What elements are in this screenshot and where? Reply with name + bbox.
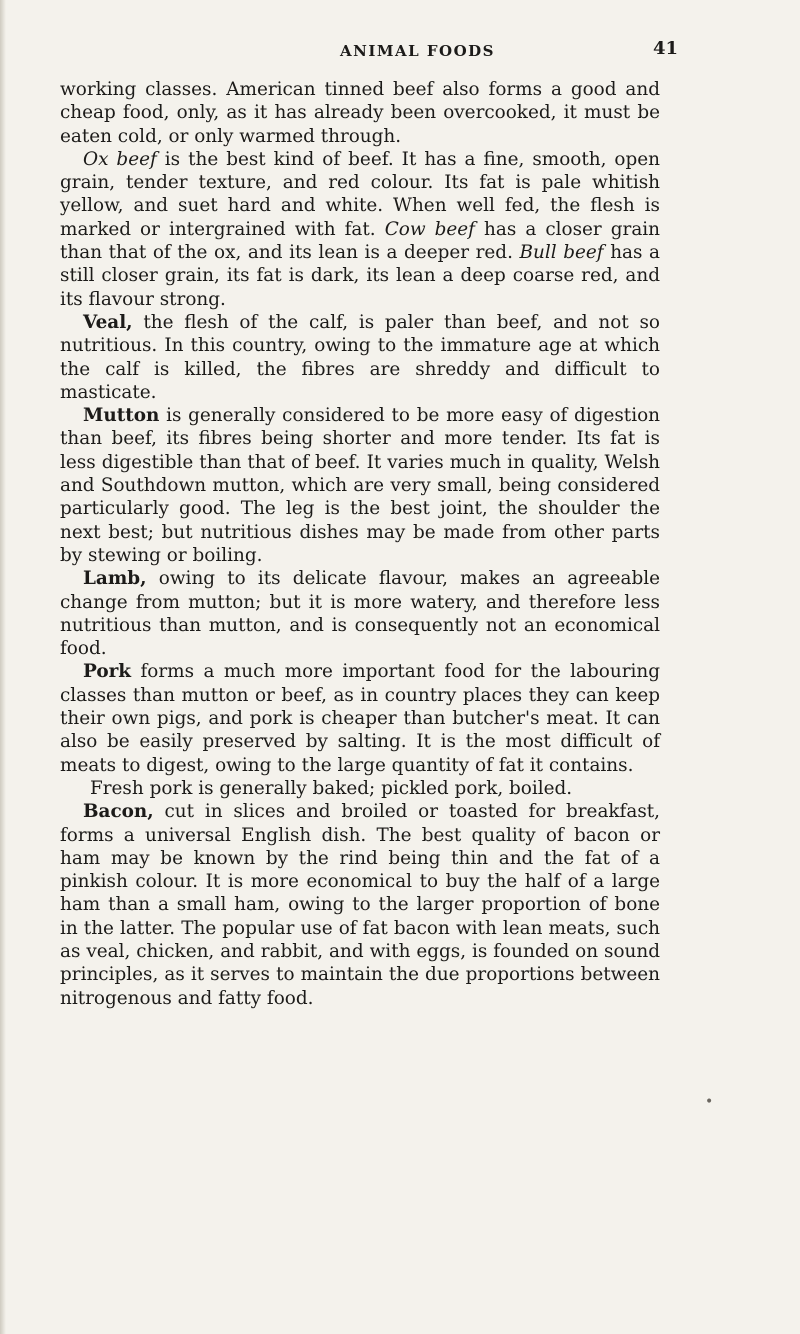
term-ox-beef: Ox beef <box>83 148 157 170</box>
page-header <box>0 36 800 66</box>
term-bacon: Bacon, <box>83 801 154 823</box>
margin-mark: • <box>705 1094 714 1110</box>
paragraph-bacon <box>60 800 660 1010</box>
paragraph-text: forms a much more important food for the labouring classes than mutton or beef, as in country places they can keep their own pigs, and pork is cheaper than butcher's meat. It can also be easily preserved by salting. It is the most difficult of meats to digest, owing to the large quantity of fat it contains. <box>60 661 660 776</box>
paragraph-beef <box>60 148 660 311</box>
page-number: 41 <box>653 38 679 59</box>
paragraph-text: Fresh pork is generally baked; pickled pork, boiled. <box>90 777 573 799</box>
paragraph-fresh-pork <box>60 777 660 800</box>
paragraph-text: working classes. American tinned beef also forms a good and cheap food, only, as it has already been overcooked, it must be eaten cold, or only warmed through. <box>60 79 660 147</box>
paragraph-veal <box>60 311 660 404</box>
paragraph-text: cut in slices and broiled or toasted for breakfast, forms a universal English dish. The best quality of bacon or ham may be known by the rind being thin and the fat of a pinkish colour. It is more economical to buy the half of a large ham than a small ham, owing to the larger proportion of bone in the latter. The popular use of fat bacon with lean meats, such as veal, chicken, and rabbit, and with eggs, is founded on sound principles, as it serves to maintain the due proportions between nitrogenous and fatty food. <box>60 801 660 1009</box>
paragraph-text: is the best kind of beef. It has a fine, smooth, open grain, tender texture, and red colour. Its fat is pale whitish yellow, and suet hard and white. When well fed, the flesh is marked or intergrained with fat. <box>60 148 660 240</box>
paragraph-text: has a still closer grain, its fat is dark, its lean a deep coarse red, and its flavour strong. <box>60 242 660 310</box>
term-bull-beef: Bull beef <box>519 242 604 264</box>
paragraph-mutton <box>60 404 660 567</box>
paragraph-text: the flesh of the calf, is paler than beef, and not so nutritious. In this country, owing to the immature age at which the calf is killed, the fibres are shreddy and difficult to masticate. <box>60 311 660 403</box>
paragraph-lamb <box>60 567 660 660</box>
paragraph-pork <box>60 660 660 776</box>
paragraph-continued <box>60 78 660 148</box>
paragraph-text: owing to its delicate flavour, makes an agreeable change from mutton; but it is more watery, and therefore less nutritious than mutton, and is consequently not an economical food. <box>60 568 660 660</box>
term-cow-beef: Cow beef <box>384 218 475 240</box>
body-text <box>60 78 660 1010</box>
term-veal: Veal, <box>83 311 133 333</box>
paragraph-text: is generally considered to be more easy of digestion than beef, its fibres being shorter and more tender. Its fat is less digestible than that of beef. It varies much in quality, Welsh and Southdown mutton, which are very small, being considered particularly good. The leg is the best joint, the shoulder the next best; but nutritious dishes may be made from other parts by stewing or boiling. <box>60 405 660 566</box>
running-head: ANIMAL FOODS <box>340 42 495 60</box>
paragraph-text: has a closer grain than that of the ox, and its lean is a deeper red. <box>60 218 661 264</box>
term-mutton: Mutton <box>83 405 160 427</box>
term-pork: Pork <box>83 661 132 683</box>
term-lamb: Lamb, <box>83 568 147 590</box>
